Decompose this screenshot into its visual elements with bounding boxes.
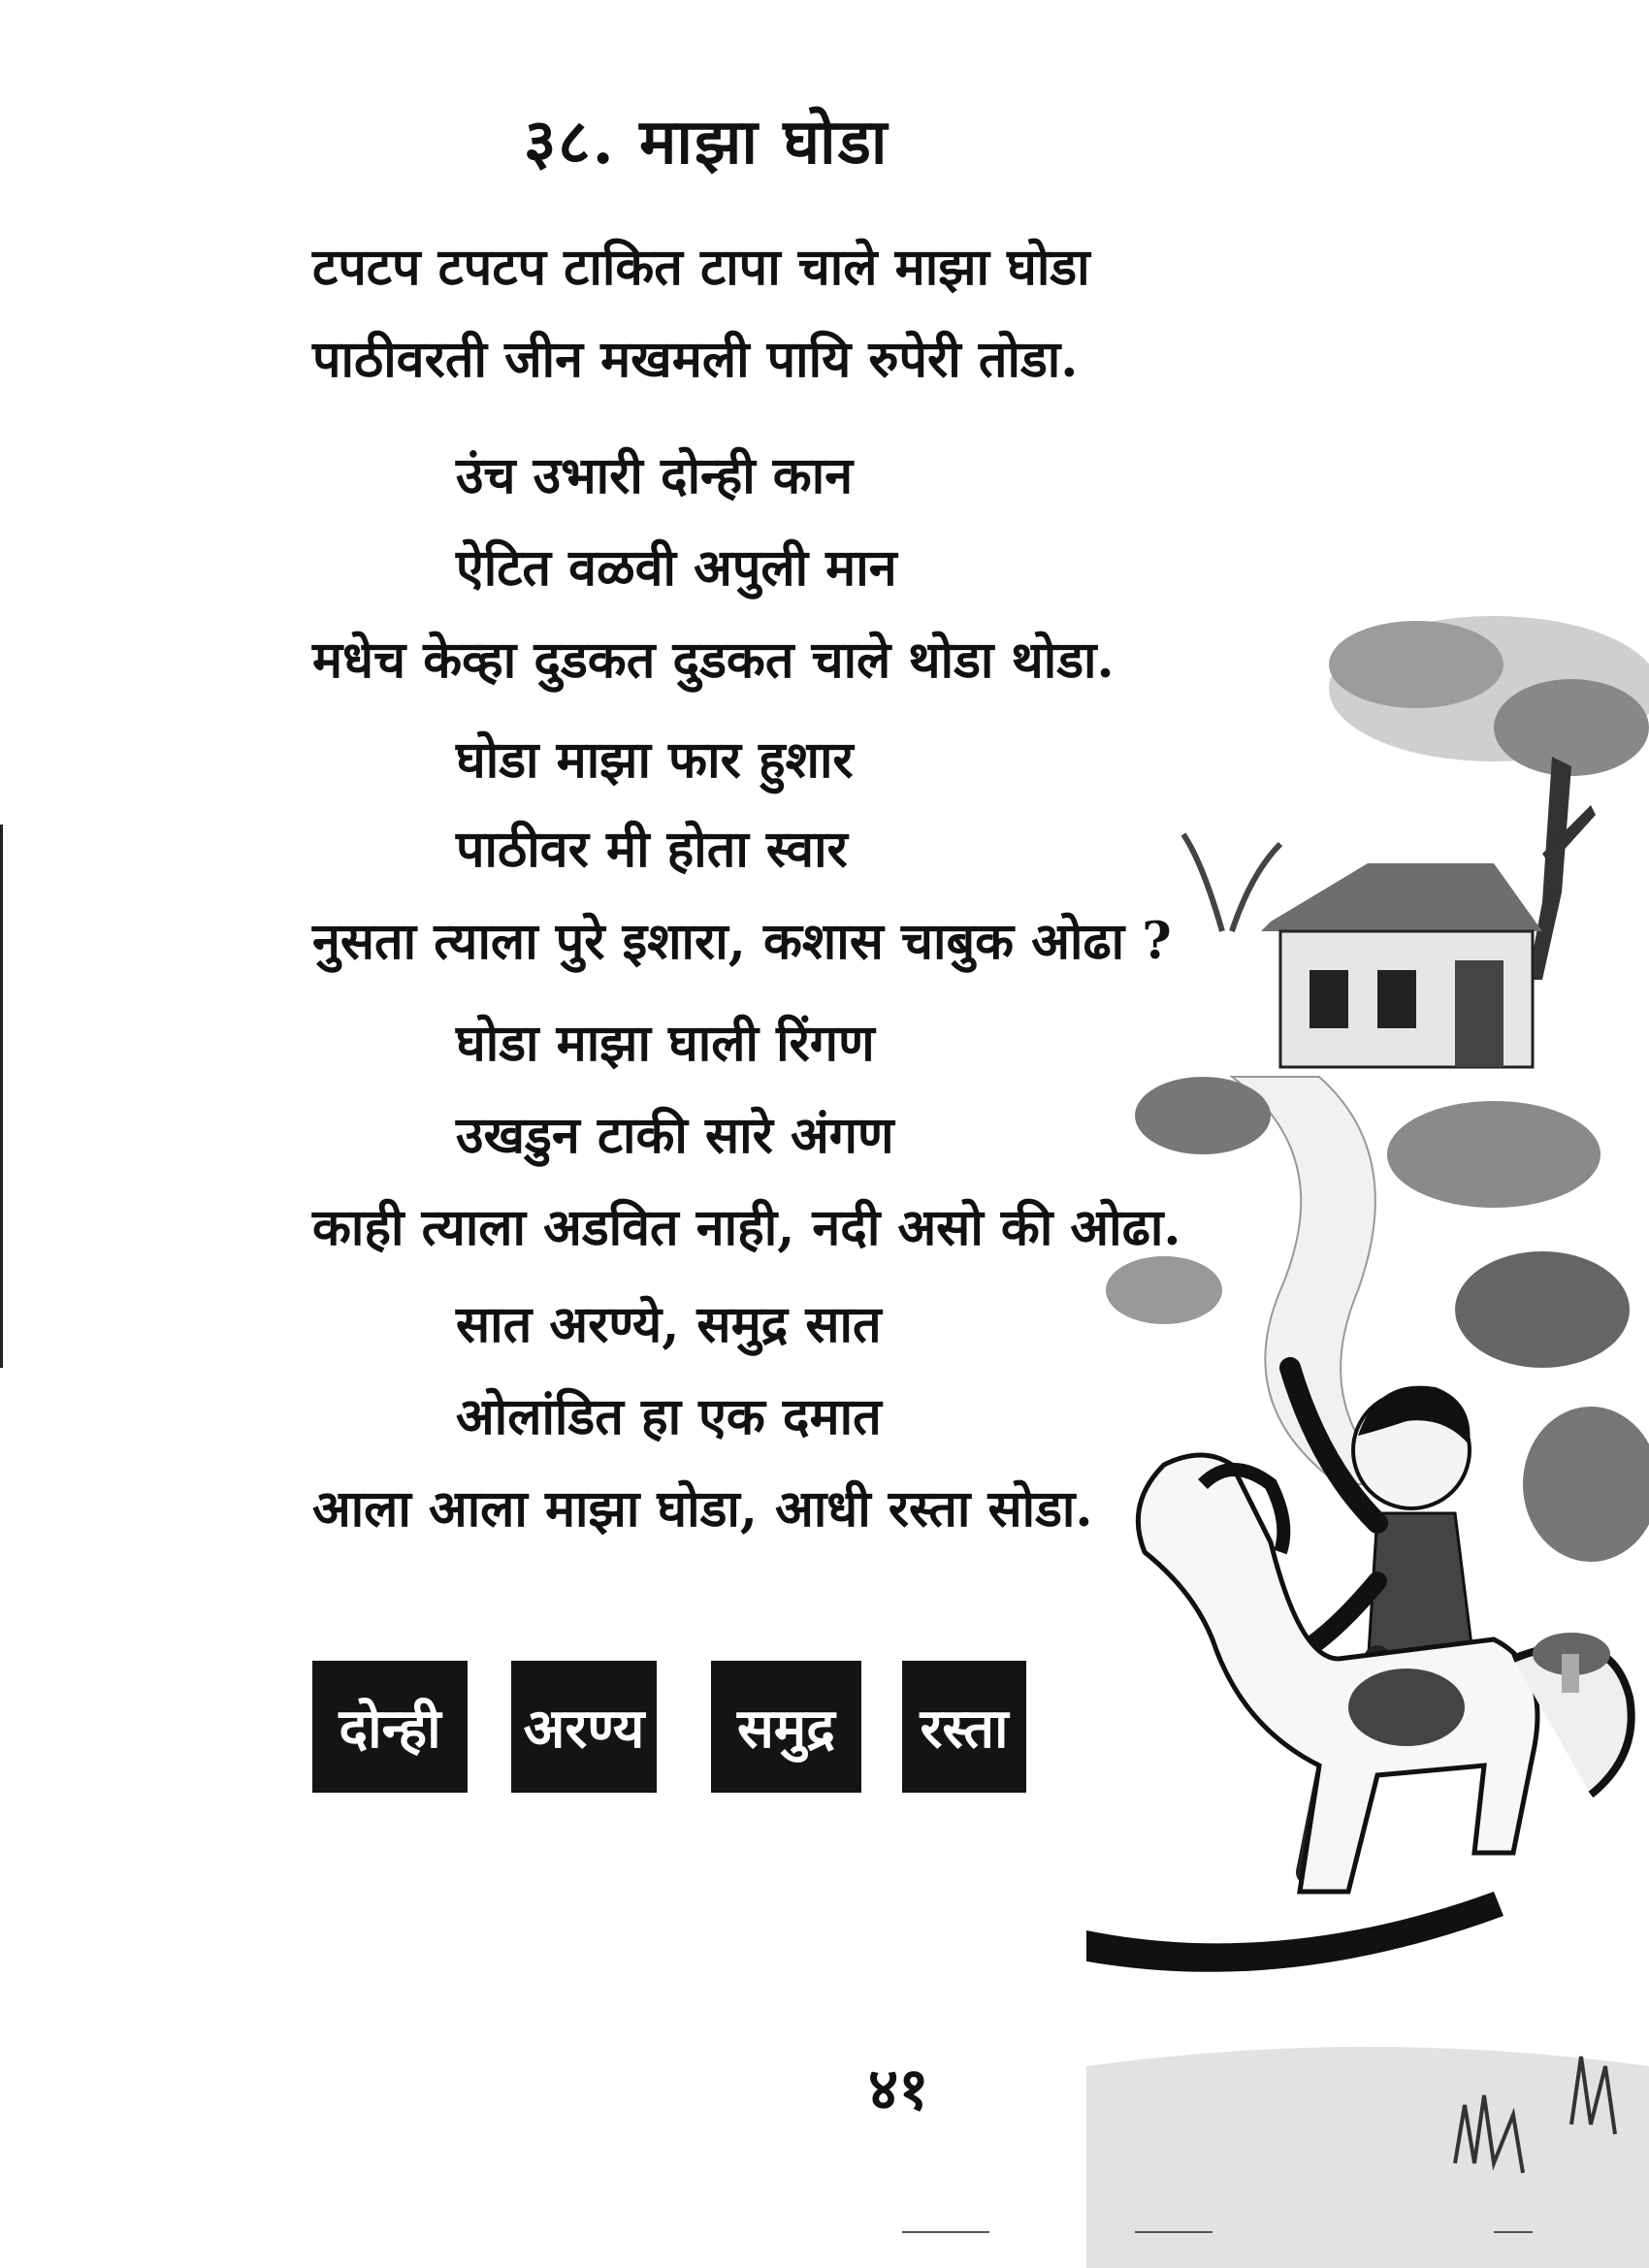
vocab-word-rasta: रस्ता [902, 1661, 1026, 1793]
poem-line-12: सात अरण्ये, समुद्र सात [456, 1295, 882, 1354]
poem-line-10: उखडुन टाकी सारे अंगण [456, 1106, 894, 1165]
poem-line-13: ओलांडित हा एक दमात [456, 1387, 882, 1446]
poem-title: ३८. माझा घोडा [524, 106, 889, 178]
poem-line-5: मधेच केव्हा दुडकत दुडकत चाले थोडा थोडा. [312, 631, 1115, 690]
page-number: ४१ [868, 2056, 929, 2123]
bottom-divider-line [902, 2231, 989, 2233]
house-icon [1183, 834, 1542, 1067]
poem-line-6: घोडा माझा फार हुशार [456, 730, 854, 790]
vocab-word-samudra: समुद्र [711, 1661, 861, 1793]
poem-line-4: ऐटित वळवी अपुली मान [456, 538, 897, 598]
vocab-word-donhi: दोन्ही [312, 1661, 468, 1793]
poem-line-14: आला आला माझा घोडा, आधी रस्ता सोडा. [312, 1479, 1093, 1539]
poem-line-7: पाठीवर मी होता स्वार [456, 820, 848, 879]
poem-line-9: घोडा माझा घाली रिंगण [456, 1014, 875, 1073]
poem-line-2: पाठीवरती जीन मखमली पायि रुपेरी तोडा. [312, 330, 1079, 389]
poem-line-3: उंच उभारी दोन्ही कान [456, 446, 854, 505]
scan-edge-line [0, 825, 3, 1368]
bottom-divider-line [1494, 2231, 1533, 2233]
poem-line-11: काही त्याला अडवित नाही, नदी असो की ओढा. [312, 1198, 1181, 1257]
grass-icon [1086, 2047, 1649, 2268]
vocab-word-aranya: अरण्य [511, 1661, 657, 1793]
poem-line-1: टपटप टपटप टाकित टापा चाले माझा घोडा [312, 238, 1090, 297]
poem-line-8: नुसता त्याला पुरे इशारा, कशास चाबुक ओढा ? [312, 912, 1172, 971]
boy-on-rocking-horse-illustration [1086, 611, 1649, 2268]
bottom-divider-line [1135, 2231, 1212, 2233]
